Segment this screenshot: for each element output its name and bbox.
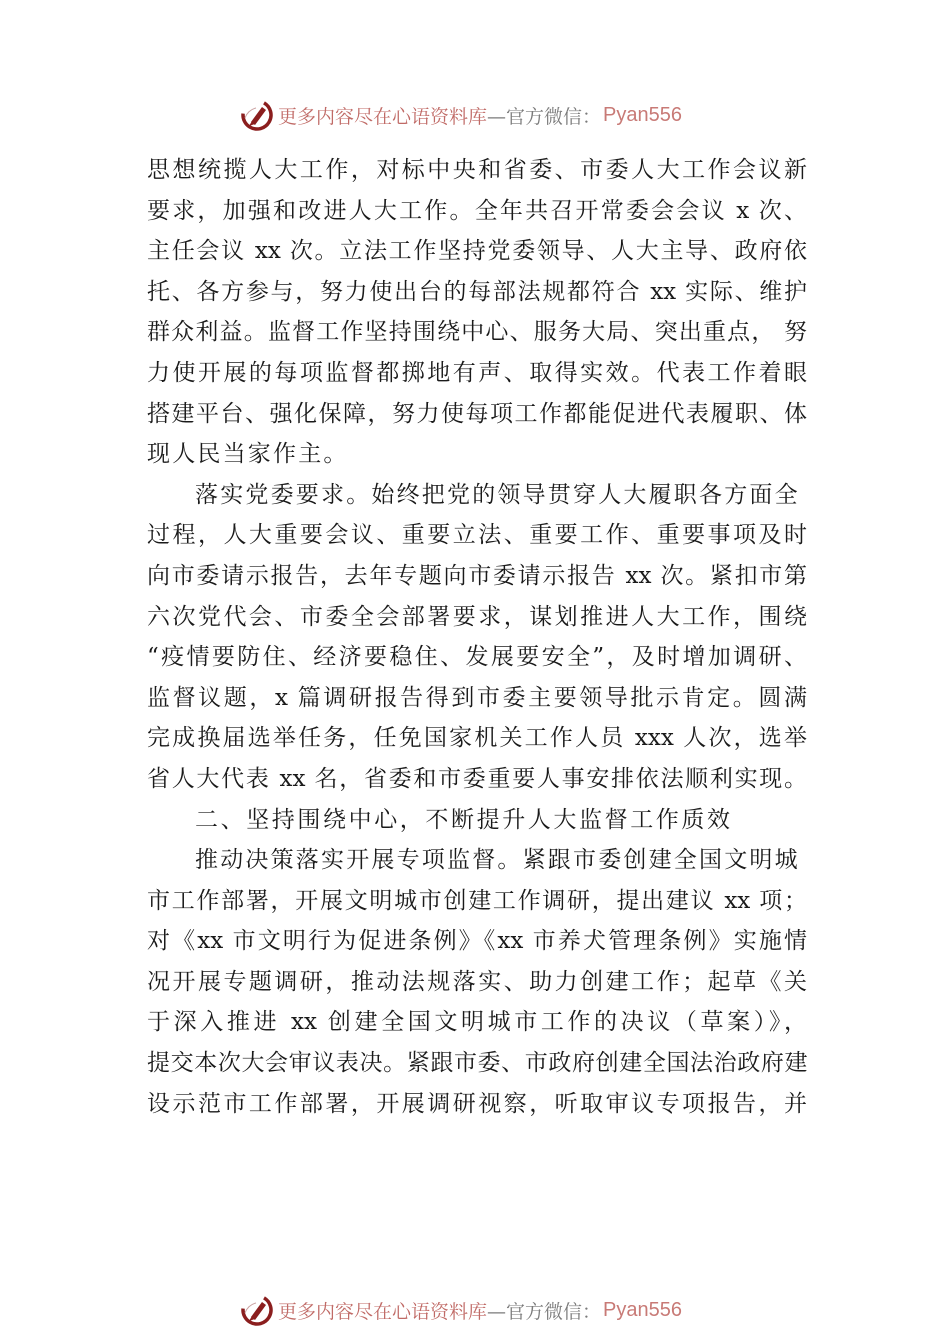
body-line: 托、各方参与，努力使出台的每部法规都符合 xx 实际、维护 xyxy=(147,278,807,305)
banner-wechat-label: —官方微信： xyxy=(487,1300,602,1323)
body-line: 搭建平台、强化保障，努力使每项工作都能促进代表履职、体 xyxy=(147,400,807,427)
body-line: 对《xx 市文明行为促进条例》《xx 市养犬管理条例》实施情 xyxy=(147,928,807,955)
banner-library-text: 更多内容尽在心语资料库 xyxy=(278,105,488,128)
paragraph-lead-line: 落实党委要求。始终把党的领导贯穿人大履职各方面全 xyxy=(195,481,800,508)
body-line: 提交本次大会审议表决。紧跟市委、市政府创建全国法治政府建 xyxy=(147,1050,807,1077)
banner-wechat-label: —官方微信： xyxy=(487,105,602,128)
body-line: 思想统揽人大工作，对标中央和省委、市委人大工作会议新 xyxy=(147,157,807,183)
body-line: 市工作部署，开展文明城市创建工作调研，提出建议 xx 项； xyxy=(147,887,807,914)
body-line: 向市委请示报告，去年专题向市委请示报告 xx 次。紧扣市第 xyxy=(147,562,807,589)
body-line: 过程，人大重要会议、重要立法、重要工作、重要事项及时 xyxy=(147,522,807,549)
banner-wechat-id: Pyan556 xyxy=(603,103,682,126)
body-line: 群众利益。监督工作坚持围绕中心、服务大局、突出重点， 努 xyxy=(147,319,807,346)
quill-pen-logo-icon xyxy=(240,1293,274,1327)
paragraph-lead-line: 推动决策落实开展专项监督。紧跟市委创建全国文明城 xyxy=(195,847,800,874)
header-banner xyxy=(240,95,720,135)
section-heading: 二、坚持围绕中心，不断提升人大监督工作质效 xyxy=(195,806,733,833)
footer-banner xyxy=(240,1290,720,1330)
body-line: 完成换届选举任务，任免国家机关工作人员 xxx 人次，选举 xyxy=(147,725,807,752)
banner-library-text: 更多内容尽在心语资料库 xyxy=(278,1300,488,1323)
body-line: 设示范市工作部署，开展调研视察，听取审议专项报告，并 xyxy=(147,1090,807,1117)
body-line: 于深入推进 xx 创建全国文明城市工作的决议（草案）》， xyxy=(147,1009,807,1036)
banner-wechat-id: Pyan556 xyxy=(603,1298,682,1321)
body-line: 监督议题，x 篇调研报告得到市委主要领导批示肯定。圆满 xyxy=(147,684,807,711)
body-line: 况开展专题调研，推动法规落实、助力创建工作；起草《关 xyxy=(147,968,807,995)
body-line: 六次党代会、市委全会部署要求，谋划推进人大工作，围绕 xyxy=(147,603,807,630)
body-line: 力使开展的每项监督都掷地有声、取得实效。代表工作着眼 xyxy=(147,359,807,386)
body-line: “疫情要防住、经济要稳住、发展要安全”，及时增加调研、 xyxy=(147,644,807,671)
document-body xyxy=(147,150,807,1124)
body-line: 要求，加强和改进人大工作。全年共召开常委会会议 x 次、 xyxy=(147,197,807,224)
body-line: 现人民当家作主。 xyxy=(147,441,349,468)
quill-pen-logo-icon xyxy=(240,98,274,132)
body-line: 主任会议 xx 次。立法工作坚持党委领导、人大主导、政府依 xyxy=(147,238,807,265)
body-line: 省人大代表 xx 名，省委和市委重要人事安排依法顺利实现。 xyxy=(147,765,807,792)
